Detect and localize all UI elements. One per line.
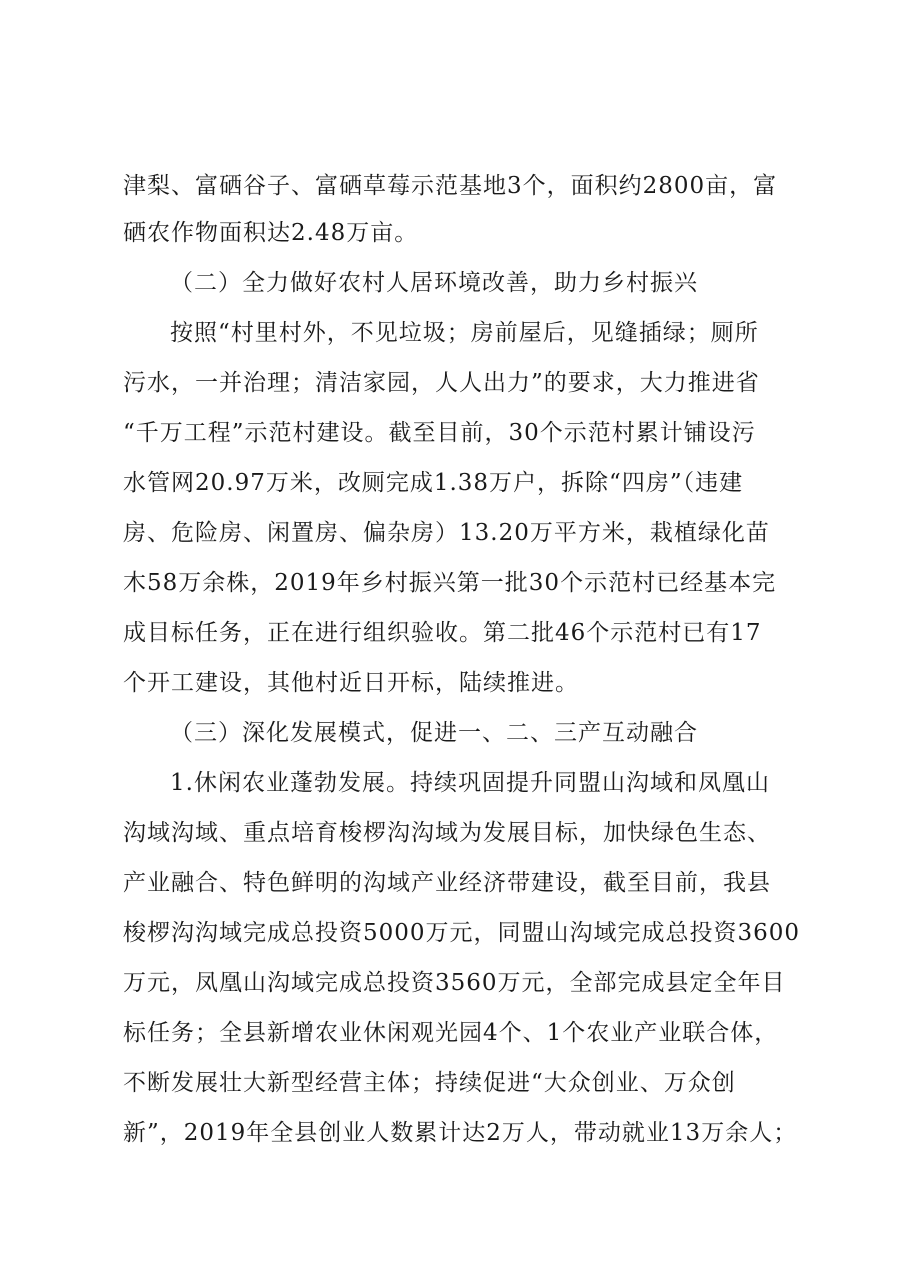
section-heading: （三）深化发展模式，促进一、二、三产互动融合 — [170, 720, 698, 746]
text-line: 成目标任务，正在进行组织验收。第二批46个示范村已有17 — [123, 620, 762, 646]
text-line: 1.休闲农业蓬勃发展。持续巩固提升同盟山沟域和凤凰山 — [170, 770, 770, 796]
text-line: “千万工程”示范村建设。截至目前，30个示范村累计铺设污 — [123, 420, 756, 446]
text-line: 不断发展壮大新型经营主体；持续促进“大众创业、万众创 — [123, 1070, 736, 1096]
text-line: 木58万余株，2019年乡村振兴第一批30个示范村已经基本完 — [123, 570, 777, 596]
text-line: 梭椤沟沟域完成总投资5000万元，同盟山沟域完成总投资3600 — [123, 920, 801, 946]
text-line: 房、危险房、闲置房、偏杂房）13.20万平方米，栽植绿化苗 — [123, 520, 770, 546]
text-line: 津梨、富硒谷子、富硒草莓示范基地3个，面积约2800亩，富 — [123, 173, 778, 199]
text-line: 硒农作物面积达2.48万亩。 — [123, 220, 419, 246]
text-line: 水管网20.97万米，改厕完成1.38万户，拆除“四房”（违建 — [123, 470, 744, 496]
text-line: 按照“村里村外，不见垃圾；房前屋后，见缝插绿；厕所 — [170, 320, 759, 346]
text-line: 万元，凤凰山沟域完成总投资3560万元，全部完成县定全年目 — [123, 970, 786, 996]
text-line: 个开工建设，其他村近日开标，陆续推进。 — [123, 670, 579, 696]
text-line: 产业融合、特色鲜明的沟域产业经济带建设，截至目前，我县 — [123, 870, 771, 896]
text-line: 新”，2019年全县创业人数累计达2万人，带动就业13万余人； — [123, 1120, 798, 1146]
text-line: 沟域沟域、重点培育梭椤沟沟域为发展目标，加快绿色生态、 — [123, 820, 771, 846]
text-line: 污水，一并治理；清洁家园，人人出力”的要求，大力推进省 — [123, 370, 760, 396]
text-line: 标任务；全县新增农业休闲观光园4个、1个农业产业联合体， — [123, 1020, 779, 1046]
section-heading: （二）全力做好农村人居环境改善，助力乡村振兴 — [170, 270, 698, 296]
